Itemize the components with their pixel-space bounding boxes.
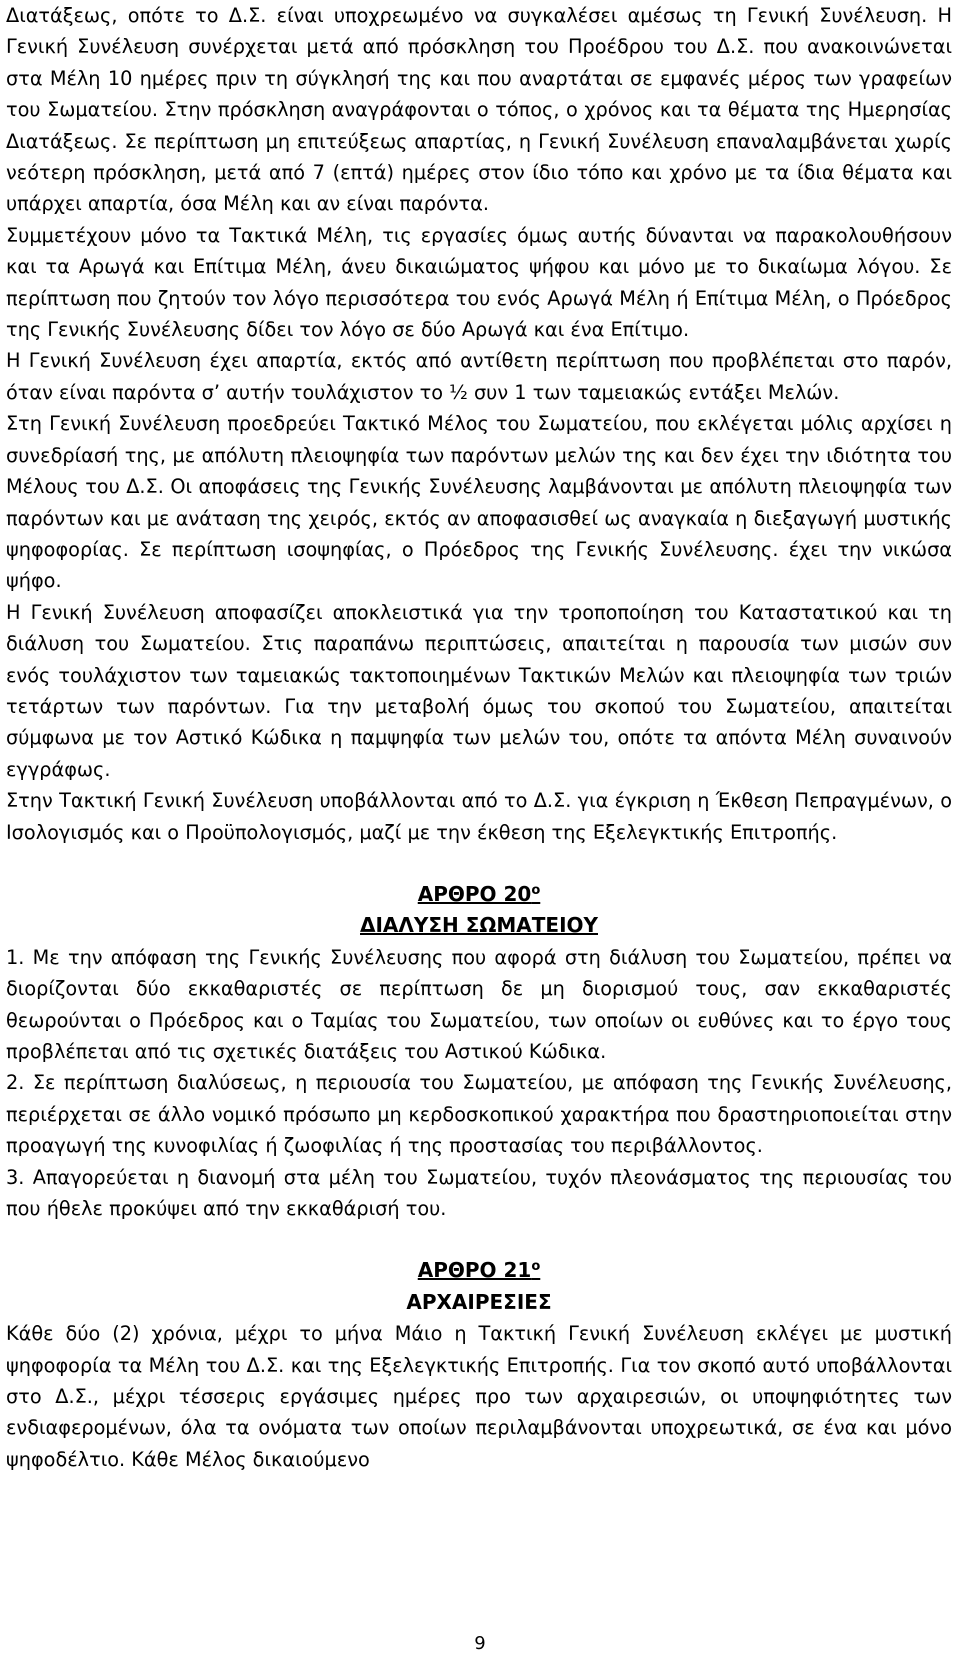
document-page bbox=[6, 0, 952, 1475]
article-20-title: ΔΙΑΛΥΣΗ ΣΩΜΑΤΕΙΟΥ bbox=[360, 913, 598, 938]
section-spacer bbox=[6, 848, 952, 879]
article-20-heading-text: ΑΡΘΡΟ 20 bbox=[417, 881, 532, 906]
paragraph: Διατάξεως, οπότε το Δ.Σ. είναι υποχρεωμένο να συγκαλέσει αμέσως τη Γενική Συνέλευση. Η Γενική Συνέλευση συνέρχεται μετά από πρόσκληση του Προέδρου του Δ.Σ. που ανακοινώνεται στα Μέλη 10 ημέρες πριν τη σύγκλησή της και που αναρτάται σε εμφανές μέρος των γραφείων του Σωματείου. Στην πρόσκληση αναγράφονται ο τόπος, ο χρόνος και τα θέματα της Ημερησίας Διατάξεως. Σε περίπτωση μη επιτεύξεως απαρτίας, η Γενική Συνέλευση επαναλαμβάνεται χωρίς νεότερη πρόσκληση, μετά από 7 (επτά) ημέρες στον ίδιο τόπο και χρόνο με τα ίδια θέματα και υπάρχει απαρτία, όσα Μέλη και αν είναι παρόντα. bbox=[6, 4, 952, 216]
paragraph: Στη Γενική Συνέλευση προεδρεύει Τακτικό Μέλος του Σωματείου, που εκλέγεται μόλις αρχίσει η συνεδρίασή της, με απόλυτη πλειοψηφία των παρόντων μελών της και δεν έχει την ιδιότητα του Μέλους του Δ.Σ. Οι αποφάσεις της Γενικής Συνέλευσης λαμβάνονται με απόλυτη πλειοψηφία των παρόντων και με ανάταση της χειρός, εκτός αν αποφασισθεί ως αναγκαία η διεξαγωγή μυστικής ψηφοφορίας. Σε περίπτωση ισοψηφίας, ο Πρόεδρος της Γενικής Συνέλευσης. έχει την νικώσα ψήφο. bbox=[6, 412, 952, 593]
paragraph: 3. Απαγορεύεται η διανομή στα μέλη του Σωματείου, τυχόν πλεονάσματος της περιουσίας του που ήθελε προκύψει από την εκκαθάρισή του. bbox=[6, 1165, 952, 1221]
section-spacer bbox=[6, 1224, 952, 1255]
page-number: 9 bbox=[474, 1633, 486, 1654]
paragraph: Συμμετέχουν μόνο τα Τακτικά Μέλη, τις εργασίες όμως αυτής δύνανται να παρακολουθήσουν και τα Αρωγά και Επίτιμα Μέλη, άνευ δικαιώματος ψήφου και μόνο με το δικαίωμα λόγου. Σε περίπτωση που ζητούν τον λόγο περισσότερα του ενός Αρωγά Μέλη ή Επίτιμα Μέλη, ο Πρόεδρος της Γενικής Συνέλευσης δίδει τον λόγο σε δύο Αρωγά και ένα Επίτιμο. bbox=[6, 223, 952, 342]
article-21-heading-ordinal: ο bbox=[531, 1259, 541, 1275]
article-21-title: ΑΡΧΑΙΡΕΣΙΕΣ bbox=[406, 1289, 552, 1314]
paragraph: Στην Τακτική Γενική Συνέλευση υποβάλλονται από το Δ.Σ. για έγκριση η Έκθεση Πεπραγμένων, ο Ισολογισμός και ο Προϋπολογισμός, μαζί με την έκθεση της Εξελεγκτικής Επιτροπής. bbox=[6, 789, 952, 844]
paragraph: 2. Σε περίπτωση διαλύσεως, η περιουσία του Σωματείου, με απόφαση της Γενικής Συνέλευσης, περιέρχεται σε άλλο νομικό πρόσωπο μη κερδοσκοπικού χαρακτήρα που δραστηριοποιείται στην προαγωγή της κυνοφιλίας ή ζωοφιλίας ή της προστασίας του περιβάλλοντος. bbox=[6, 1071, 952, 1158]
paragraph: Η Γενική Συνέλευση αποφασίζει αποκλειστικά για την τροποποίηση του Καταστατικού και τη διάλυση του Σωματείου. Στις παραπάνω περιπτώσεις, απαιτείται η παρουσία των μισών συν ενός τουλάχιστον των ταμειακώς τακτοποιημένων Τακτικών Μελών και πλειοψηφία των τριών τετάρτων των παρόντων. Για την μεταβολή όμως του σκοπού του Σωματείου, απαιτείται σύμφωνα με τον Αστικό Κώδικα η παμψηφία των μελών του, οπότε τα απόντα Μέλη συναινούν εγγράφως. bbox=[6, 600, 952, 781]
article-20-heading-ordinal: ο bbox=[531, 882, 541, 898]
article-20-heading bbox=[6, 879, 952, 910]
article-21-heading bbox=[6, 1255, 952, 1286]
paragraph: 1. Με την απόφαση της Γενικής Συνέλευσης που αφορά στη διάλυση του Σωματείου, πρέπει να διορίζονται δύο εκκαθαριστές σε περίπτωση δε μη διορισμού τους, σαν εκκαθαριστές θεωρούνται ο Πρόεδρος και ο Ταμίας του Σωματείου, των οποίων οι ευθύνες και το έργο τους προβλέπεται από τις σχετικές διατάξεις του Αστικού Κώδικα. bbox=[6, 945, 952, 1063]
paragraph: Η Γενική Συνέλευση έχει απαρτία, εκτός από αντίθετη περίπτωση που προβλέπεται στο παρόν, όταν είναι παρόντα σ’ αυτήν τουλάχιστον το ½ συν 1 των ταμειακώς εντάξει Μελών. bbox=[6, 349, 952, 404]
paragraph: Κάθε δύο (2) χρόνια, μέχρι το μήνα Μάιο η Τακτική Γενική Συνέλευση εκλέγει με μυστική ψηφοφορία τα Μέλη του Δ.Σ. και της Εξελεγκτικής Επιτροπής. Για τον σκοπό αυτό υποβάλλονται στο Δ.Σ., μέχρι τέσσερις εργάσιμες ημέρες προ των αρχαιρεσιών, οι υποψηφιότητες των ενδιαφερομένων, όλα τα ονόματα των οποίων περιλαμβάνονται υποχρεωτικά, σε ένα και μόνο ψηφοδέλτιο. Κάθε Μέλος δικαιούμενο bbox=[6, 1322, 952, 1471]
article-21-heading-text: ΑΡΘΡΟ 21 bbox=[417, 1258, 532, 1283]
